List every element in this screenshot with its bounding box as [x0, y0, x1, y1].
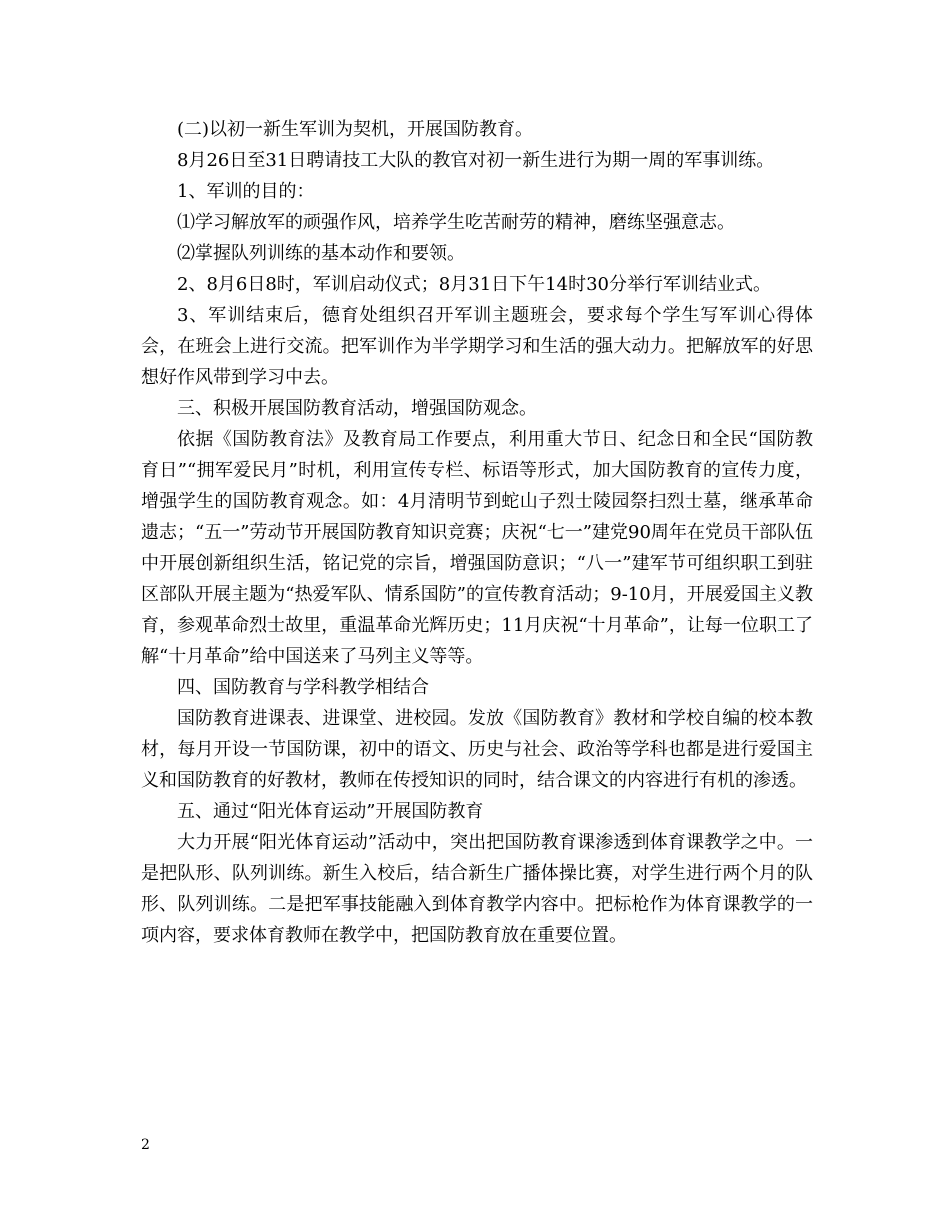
paragraph-training-purpose-heading: 1、军训的目的：: [177, 181, 315, 202]
paragraph-military-training-heading: (二)以初一新生军训为契机，开展国防教育。: [177, 119, 534, 140]
paragraph-training-schedule: 8月26日至31日聘请技工大队的教官对初一新生进行为期一周的军事训练。: [177, 150, 775, 171]
paragraph-section-five-heading: 五、通过“阳光体育运动”开展国防教育: [177, 801, 484, 822]
document-body: [141, 114, 813, 951]
paragraph-section-three-body: 依据《国防教育法》及教育局工作要点，利用重大节日、纪念日和全民“国防教育日”“拥军爱民月”时机，利用宣传专栏、标语等形式，加大国防教育的宣传力度，增强学生的国防教育观念。如：4月清明节到蛇山子烈士陵园祭扫烈士墓，继承革命遗志；“五一”劳动节开展国防教育知识竞赛；庆祝“七一”建党90周年在党员干部队伍中开展创新组织生活，铭记党的宗旨，增强国防意识；“八一”建军节可组织职工到驻区部队开展主题为“热爱军队、情系国防”的宣传教育活动；9-10月，开展爱国主义教育，参观革命烈士故里，重温革命光辉历史；11月庆祝“十月革命”，让每一位职工了解“十月革命”给中国送来了马列主义等等。: [141, 429, 813, 667]
page-number: 2: [141, 1137, 150, 1153]
paragraph-section-three-heading: 三、积极开展国防教育活动，增强国防观念。: [177, 398, 537, 419]
paragraph-ceremony-times: 2、8月6日8时，军训启动仪式；8月31日下午14时30分举行军训结业式。: [177, 274, 771, 295]
paragraph-section-five-body: 大力开展“阳光体育运动”活动中，突出把国防教育课渗透到体育课教学之中。一是把队形、队列训练。新生入校后，结合新生广播体操比赛，对学生进行两个月的队形、队列训练。二是把军事技能融入到体育教学内容中。把标枪作为体育课教学的一项内容，要求体育教师在教学中，把国防教育放在重要位置。: [141, 832, 813, 946]
paragraph-section-four-body: 国防教育进课表、进课堂、进校园。发放《国防教育》教材和学校自编的校本教材，每月开设一节国防课，初中的语文、历史与社会、政治等学科也都是进行爱国主义和国防教育的好教材，教师在传授知识的同时，结合课文的内容进行有机的渗透。: [141, 708, 813, 791]
paragraph-section-four-heading: 四、国防教育与学科教学相结合: [177, 677, 429, 698]
paragraph-purpose-item-2: ⑵掌握队列训练的基本动作和要领。: [177, 243, 465, 264]
paragraph-purpose-item-1: ⑴学习解放军的顽强作风，培养学生吃苦耐劳的精神，磨练坚强意志。: [177, 212, 735, 233]
paragraph-class-meeting: 3、军训结束后，德育处组织召开军训主题班会，要求每个学生写军训心得体会，在班会上进行交流。把军训作为半学期学习和生活的强大动力。把解放军的好思想好作风带到学习中去。: [141, 305, 813, 388]
